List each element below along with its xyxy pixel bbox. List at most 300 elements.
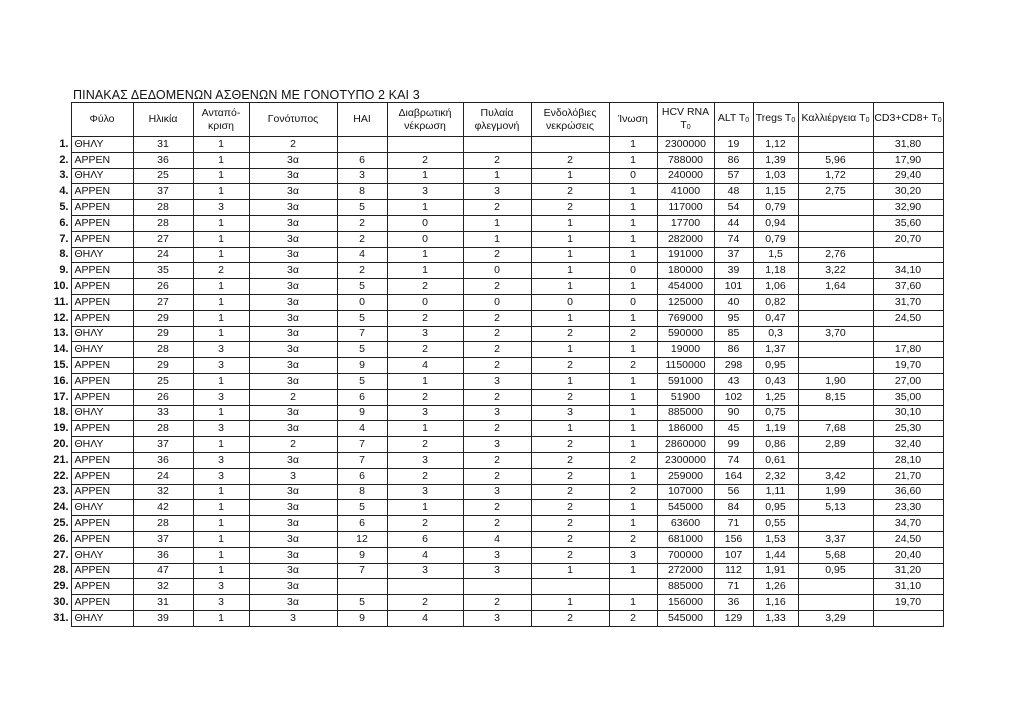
cell-response: 1 xyxy=(193,310,249,326)
table-row xyxy=(32,358,943,374)
cell-age: 26 xyxy=(133,279,193,295)
header-culture: Καλλιέργεια T0 xyxy=(798,103,873,137)
cell-hai: 5 xyxy=(337,595,387,611)
cell-intralobular-necrosis: 2 xyxy=(531,547,609,563)
cell-hai: 2 xyxy=(337,215,387,231)
cell-alt: 71 xyxy=(714,579,753,595)
cell-sex: ΘΗΛΥ xyxy=(71,547,133,563)
cell-fibrosis: 0 xyxy=(609,168,657,184)
cell-fibrosis: 2 xyxy=(609,358,657,374)
header-genotype: Γονότυπος xyxy=(249,103,337,137)
cell-hcv-rna: 259000 xyxy=(657,468,714,484)
cell-cd3-cd8: 24,50 xyxy=(873,531,943,547)
cell-row-index: 17. xyxy=(53,390,69,403)
cell-hcv-rna: 17700 xyxy=(657,215,714,231)
cell-cd3-cd8: 17,90 xyxy=(873,152,943,168)
cell-hcv-rna: 681000 xyxy=(657,531,714,547)
cell-response: 1 xyxy=(193,152,249,168)
cell-culture: 2,76 xyxy=(798,247,873,263)
cell-hai: 12 xyxy=(337,531,387,547)
cell-alt: 40 xyxy=(714,294,753,310)
cell-alt: 44 xyxy=(714,215,753,231)
cell-sex: ΑΡΡΕΝ xyxy=(71,263,133,279)
cell-hcv-rna: 885000 xyxy=(657,405,714,421)
cell-cd3-cd8: 20,40 xyxy=(873,547,943,563)
header-cd3-cd8: CD3+CD8+ T0 xyxy=(873,103,943,137)
table-row xyxy=(32,389,943,405)
cell-hai: 9 xyxy=(337,610,387,626)
cell-culture xyxy=(798,342,873,358)
table-row xyxy=(32,468,943,484)
header-alt: ALT T0 xyxy=(714,103,753,137)
cell-tregs: 1,26 xyxy=(753,579,798,595)
cell-age: 31 xyxy=(133,595,193,611)
cell-alt: 129 xyxy=(714,610,753,626)
cell-age: 28 xyxy=(133,215,193,231)
table-row xyxy=(32,437,943,453)
cell-genotype: 2 xyxy=(249,137,337,153)
cell-genotype: 3 xyxy=(249,610,337,626)
cell-age: 36 xyxy=(133,547,193,563)
cell-alt: 74 xyxy=(714,452,753,468)
table-row xyxy=(32,421,943,437)
cell-sex: ΑΡΡΕΝ xyxy=(71,389,133,405)
cell-row-index: 26. xyxy=(53,532,69,545)
cell-hcv-rna: 63600 xyxy=(657,516,714,532)
cell-response: 2 xyxy=(193,263,249,279)
cell-portal-inflammation: 2 xyxy=(463,152,531,168)
header-row xyxy=(32,103,943,137)
cell-age: 26 xyxy=(133,389,193,405)
cell-response: 1 xyxy=(193,484,249,500)
cell-alt: 112 xyxy=(714,563,753,579)
cell-erosive-necrosis: 2 xyxy=(387,389,463,405)
table-row xyxy=(32,405,943,421)
cell-portal-inflammation: 2 xyxy=(463,468,531,484)
cell-row-index: 6. xyxy=(59,216,69,229)
cell-hai: 4 xyxy=(337,421,387,437)
cell-hcv-rna: 2300000 xyxy=(657,452,714,468)
cell-row-index: 2. xyxy=(59,153,69,166)
cell-cd3-cd8: 21,70 xyxy=(873,468,943,484)
cell-hcv-rna: 282000 xyxy=(657,231,714,247)
cell-sex: ΘΗΛΥ xyxy=(71,500,133,516)
cell-fibrosis: 0 xyxy=(609,263,657,279)
cell-alt: 84 xyxy=(714,500,753,516)
cell-sex: ΑΡΡΕΝ xyxy=(71,279,133,295)
cell-tregs: 0,43 xyxy=(753,373,798,389)
cell-response: 1 xyxy=(193,247,249,263)
cell-fibrosis: 1 xyxy=(609,373,657,389)
cell-hcv-rna: 454000 xyxy=(657,279,714,295)
cell-tregs: 1,91 xyxy=(753,563,798,579)
cell-age: 36 xyxy=(133,152,193,168)
cell-age: 28 xyxy=(133,342,193,358)
cell-portal-inflammation: 3 xyxy=(463,184,531,200)
cell-portal-inflammation: 2 xyxy=(463,358,531,374)
cell-sex: ΘΗΛΥ xyxy=(71,437,133,453)
cell-culture: 3,37 xyxy=(798,531,873,547)
cell-genotype: 3α xyxy=(249,247,337,263)
cell-row-index: 3. xyxy=(59,169,69,182)
cell-age: 32 xyxy=(133,579,193,595)
cell-row-index: 9. xyxy=(59,264,69,277)
cell-sex: ΑΡΡΕΝ xyxy=(71,421,133,437)
cell-tregs: 1,25 xyxy=(753,389,798,405)
cell-fibrosis: 1 xyxy=(609,310,657,326)
table-row xyxy=(32,137,943,153)
table-row xyxy=(32,247,943,263)
cell-erosive-necrosis: 0 xyxy=(387,294,463,310)
cell-fibrosis: 0 xyxy=(609,294,657,310)
table-row xyxy=(32,294,943,310)
cell-portal-inflammation: 3 xyxy=(463,437,531,453)
cell-hcv-rna: 545000 xyxy=(657,500,714,516)
table-row xyxy=(32,484,943,500)
cell-hai: 2 xyxy=(337,231,387,247)
header-intralobular-necrosis: Ενδολόβιες νεκρώσεις xyxy=(531,103,609,137)
cell-alt: 99 xyxy=(714,437,753,453)
cell-intralobular-necrosis: 2 xyxy=(531,152,609,168)
cell-cd3-cd8: 23,30 xyxy=(873,500,943,516)
cell-response: 1 xyxy=(193,437,249,453)
cell-hcv-rna: 125000 xyxy=(657,294,714,310)
cell-sex: ΘΗΛΥ xyxy=(71,137,133,153)
cell-response: 3 xyxy=(193,421,249,437)
cell-genotype: 3α xyxy=(249,516,337,532)
cell-hai: 5 xyxy=(337,310,387,326)
cell-genotype: 3α xyxy=(249,484,337,500)
cell-hcv-rna: 885000 xyxy=(657,579,714,595)
cell-culture: 8,15 xyxy=(798,389,873,405)
cell-age: 35 xyxy=(133,263,193,279)
cell-hai xyxy=(337,579,387,595)
cell-erosive-necrosis: 3 xyxy=(387,184,463,200)
cell-row-index: 11. xyxy=(53,295,69,308)
cell-hai xyxy=(337,137,387,153)
cell-fibrosis: 1 xyxy=(609,421,657,437)
cell-age: 28 xyxy=(133,516,193,532)
cell-sex: ΑΡΡΕΝ xyxy=(71,452,133,468)
cell-erosive-necrosis: 0 xyxy=(387,231,463,247)
cell-tregs: 0,79 xyxy=(753,231,798,247)
header-tregs: Tregs T0 xyxy=(753,103,798,137)
cell-hai: 8 xyxy=(337,184,387,200)
cell-erosive-necrosis: 1 xyxy=(387,247,463,263)
cell-portal-inflammation: 0 xyxy=(463,263,531,279)
cell-genotype: 3α xyxy=(249,231,337,247)
cell-age: 47 xyxy=(133,563,193,579)
cell-hai: 7 xyxy=(337,563,387,579)
cell-hcv-rna: 240000 xyxy=(657,168,714,184)
cell-intralobular-necrosis: 0 xyxy=(531,294,609,310)
cell-intralobular-necrosis: 2 xyxy=(531,531,609,547)
cell-hai: 5 xyxy=(337,200,387,216)
cell-cd3-cd8: 30,10 xyxy=(873,405,943,421)
cell-response: 1 xyxy=(193,373,249,389)
cell-alt: 102 xyxy=(714,389,753,405)
cell-fibrosis: 2 xyxy=(609,452,657,468)
cell-erosive-necrosis: 3 xyxy=(387,326,463,342)
cell-row-index: 29. xyxy=(53,580,69,593)
cell-intralobular-necrosis: 2 xyxy=(531,200,609,216)
cell-intralobular-necrosis: 1 xyxy=(531,342,609,358)
cell-alt: 54 xyxy=(714,200,753,216)
cell-culture xyxy=(798,294,873,310)
cell-genotype: 3α xyxy=(249,421,337,437)
cell-intralobular-necrosis: 1 xyxy=(531,279,609,295)
cell-erosive-necrosis: 0 xyxy=(387,215,463,231)
cell-hcv-rna: 156000 xyxy=(657,595,714,611)
cell-portal-inflammation: 2 xyxy=(463,421,531,437)
cell-culture: 1,72 xyxy=(798,168,873,184)
cell-culture: 3,42 xyxy=(798,468,873,484)
cell-hai: 4 xyxy=(337,247,387,263)
cell-sex: ΑΡΡΕΝ xyxy=(71,294,133,310)
cell-tregs: 1,5 xyxy=(753,247,798,263)
cell-erosive-necrosis: 2 xyxy=(387,310,463,326)
cell-hcv-rna: 41000 xyxy=(657,184,714,200)
cell-intralobular-necrosis: 2 xyxy=(531,326,609,342)
table-row xyxy=(32,595,943,611)
cell-culture: 1,99 xyxy=(798,484,873,500)
cell-alt: 107 xyxy=(714,547,753,563)
cell-row-index: 10. xyxy=(53,280,69,293)
cell-sex: ΑΡΡΕΝ xyxy=(71,310,133,326)
cell-cd3-cd8: 25,30 xyxy=(873,421,943,437)
cell-culture: 5,68 xyxy=(798,547,873,563)
cell-age: 24 xyxy=(133,468,193,484)
cell-row-index: 4. xyxy=(59,185,69,198)
cell-alt: 36 xyxy=(714,595,753,611)
cell-alt: 85 xyxy=(714,326,753,342)
cell-intralobular-necrosis: 1 xyxy=(531,563,609,579)
cell-erosive-necrosis: 3 xyxy=(387,484,463,500)
cell-response: 3 xyxy=(193,200,249,216)
cell-age: 29 xyxy=(133,358,193,374)
cell-intralobular-necrosis: 1 xyxy=(531,247,609,263)
cell-hcv-rna: 2300000 xyxy=(657,137,714,153)
cell-culture xyxy=(798,200,873,216)
cell-response: 3 xyxy=(193,452,249,468)
cell-portal-inflammation: 1 xyxy=(463,215,531,231)
cell-cd3-cd8: 34,70 xyxy=(873,516,943,532)
cell-tregs: 1,03 xyxy=(753,168,798,184)
cell-intralobular-necrosis: 1 xyxy=(531,215,609,231)
table-row xyxy=(32,452,943,468)
cell-hai: 9 xyxy=(337,358,387,374)
cell-sex: ΑΡΡΕΝ xyxy=(71,215,133,231)
cell-hai: 8 xyxy=(337,484,387,500)
cell-row-index: 23. xyxy=(53,485,69,498)
cell-intralobular-necrosis xyxy=(531,579,609,595)
cell-portal-inflammation: 2 xyxy=(463,200,531,216)
header-hai: HAI xyxy=(337,103,387,137)
cell-hai: 6 xyxy=(337,389,387,405)
cell-portal-inflammation: 2 xyxy=(463,452,531,468)
cell-response: 3 xyxy=(193,595,249,611)
cell-portal-inflammation: 3 xyxy=(463,610,531,626)
cell-portal-inflammation: 4 xyxy=(463,531,531,547)
cell-cd3-cd8: 31,80 xyxy=(873,137,943,153)
header-fibrosis: Ίνωση xyxy=(609,103,657,137)
cell-erosive-necrosis xyxy=(387,137,463,153)
cell-sex: ΑΡΡΕΝ xyxy=(71,563,133,579)
table-row xyxy=(32,184,943,200)
cell-response: 3 xyxy=(193,468,249,484)
cell-genotype: 3α xyxy=(249,547,337,563)
table-row xyxy=(32,547,943,563)
cell-portal-inflammation: 2 xyxy=(463,326,531,342)
cell-cd3-cd8: 32,90 xyxy=(873,200,943,216)
cell-sex: ΑΡΡΕΝ xyxy=(71,531,133,547)
cell-cd3-cd8: 35,00 xyxy=(873,389,943,405)
cell-portal-inflammation: 0 xyxy=(463,294,531,310)
cell-genotype: 3α xyxy=(249,531,337,547)
cell-cd3-cd8: 35,60 xyxy=(873,215,943,231)
table-row xyxy=(32,500,943,516)
cell-cd3-cd8: 36,60 xyxy=(873,484,943,500)
cell-intralobular-necrosis: 2 xyxy=(531,500,609,516)
cell-culture: 3,29 xyxy=(798,610,873,626)
cell-genotype: 3α xyxy=(249,342,337,358)
table-row xyxy=(32,310,943,326)
cell-sex: ΘΗΛΥ xyxy=(71,342,133,358)
cell-hai: 6 xyxy=(337,468,387,484)
cell-tregs: 0,82 xyxy=(753,294,798,310)
cell-erosive-necrosis: 2 xyxy=(387,152,463,168)
cell-age: 29 xyxy=(133,326,193,342)
table-row xyxy=(32,152,943,168)
cell-genotype: 3α xyxy=(249,168,337,184)
cell-erosive-necrosis: 1 xyxy=(387,500,463,516)
cell-fibrosis: 1 xyxy=(609,137,657,153)
cell-tregs: 0,79 xyxy=(753,200,798,216)
cell-fibrosis: 2 xyxy=(609,610,657,626)
cell-intralobular-necrosis xyxy=(531,137,609,153)
cell-tregs: 1,12 xyxy=(753,137,798,153)
cell-culture xyxy=(798,452,873,468)
cell-portal-inflammation: 2 xyxy=(463,500,531,516)
cell-fibrosis: 1 xyxy=(609,500,657,516)
cell-age: 27 xyxy=(133,294,193,310)
cell-row-index: 5. xyxy=(59,201,69,214)
cell-alt: 156 xyxy=(714,531,753,547)
cell-erosive-necrosis: 1 xyxy=(387,421,463,437)
cell-culture: 7,68 xyxy=(798,421,873,437)
cell-cd3-cd8 xyxy=(873,326,943,342)
cell-row-index: 8. xyxy=(59,248,69,261)
cell-sex: ΑΡΡΕΝ xyxy=(71,152,133,168)
cell-tregs: 0,55 xyxy=(753,516,798,532)
cell-culture xyxy=(798,516,873,532)
cell-response: 1 xyxy=(193,215,249,231)
cell-tregs: 0,95 xyxy=(753,358,798,374)
cell-erosive-necrosis: 1 xyxy=(387,168,463,184)
cell-row-index: 15. xyxy=(53,359,69,372)
cell-hcv-rna: 788000 xyxy=(657,152,714,168)
cell-erosive-necrosis: 2 xyxy=(387,595,463,611)
cell-age: 37 xyxy=(133,437,193,453)
cell-portal-inflammation: 3 xyxy=(463,547,531,563)
cell-age: 33 xyxy=(133,405,193,421)
cell-alt: 298 xyxy=(714,358,753,374)
cell-erosive-necrosis: 2 xyxy=(387,279,463,295)
cell-hai: 3 xyxy=(337,168,387,184)
cell-tregs: 1,16 xyxy=(753,595,798,611)
cell-genotype: 2 xyxy=(249,437,337,453)
cell-erosive-necrosis: 2 xyxy=(387,342,463,358)
cell-culture: 0,95 xyxy=(798,563,873,579)
cell-genotype: 3α xyxy=(249,373,337,389)
cell-alt: 19 xyxy=(714,137,753,153)
cell-cd3-cd8: 19,70 xyxy=(873,358,943,374)
cell-fibrosis: 1 xyxy=(609,152,657,168)
cell-cd3-cd8: 31,70 xyxy=(873,294,943,310)
cell-tregs: 1,33 xyxy=(753,610,798,626)
table-row xyxy=(32,516,943,532)
header-erosive-necrosis: Διαβρωτική νέκρωση xyxy=(387,103,463,137)
cell-portal-inflammation: 2 xyxy=(463,516,531,532)
cell-sex: ΑΡΡΕΝ xyxy=(71,358,133,374)
cell-cd3-cd8: 34,10 xyxy=(873,263,943,279)
cell-response: 1 xyxy=(193,531,249,547)
cell-hcv-rna: 191000 xyxy=(657,247,714,263)
cell-alt: 56 xyxy=(714,484,753,500)
cell-culture xyxy=(798,579,873,595)
cell-hai: 6 xyxy=(337,152,387,168)
cell-culture xyxy=(798,358,873,374)
cell-fibrosis xyxy=(609,579,657,595)
cell-tregs: 1,19 xyxy=(753,421,798,437)
cell-culture: 5,13 xyxy=(798,500,873,516)
header-hcv-rna: HCV RNA T0 xyxy=(657,103,714,137)
cell-intralobular-necrosis: 1 xyxy=(531,373,609,389)
table-row xyxy=(32,279,943,295)
cell-cd3-cd8: 37,60 xyxy=(873,279,943,295)
cell-fibrosis: 1 xyxy=(609,437,657,453)
cell-tregs: 0,95 xyxy=(753,500,798,516)
cell-alt: 86 xyxy=(714,152,753,168)
cell-genotype: 3α xyxy=(249,263,337,279)
cell-hai: 7 xyxy=(337,452,387,468)
cell-fibrosis: 1 xyxy=(609,215,657,231)
cell-intralobular-necrosis: 2 xyxy=(531,389,609,405)
cell-alt: 39 xyxy=(714,263,753,279)
cell-row-index: 19. xyxy=(53,422,69,435)
cell-response: 1 xyxy=(193,500,249,516)
cell-culture xyxy=(798,137,873,153)
cell-erosive-necrosis: 3 xyxy=(387,405,463,421)
cell-tregs: 0,86 xyxy=(753,437,798,453)
cell-genotype: 3α xyxy=(249,184,337,200)
table-row xyxy=(32,263,943,279)
cell-tregs: 1,44 xyxy=(753,547,798,563)
table-row xyxy=(32,610,943,626)
cell-portal-inflammation: 2 xyxy=(463,389,531,405)
cell-portal-inflammation: 2 xyxy=(463,310,531,326)
cell-sex: ΑΡΡΕΝ xyxy=(71,184,133,200)
cell-culture: 2,89 xyxy=(798,437,873,453)
header-sex: Φύλο xyxy=(71,103,133,137)
cell-hcv-rna: 1150000 xyxy=(657,358,714,374)
cell-alt: 37 xyxy=(714,247,753,263)
cell-response: 1 xyxy=(193,184,249,200)
cell-fibrosis: 1 xyxy=(609,468,657,484)
cell-response: 1 xyxy=(193,610,249,626)
cell-tregs: 2,32 xyxy=(753,468,798,484)
cell-response: 1 xyxy=(193,168,249,184)
